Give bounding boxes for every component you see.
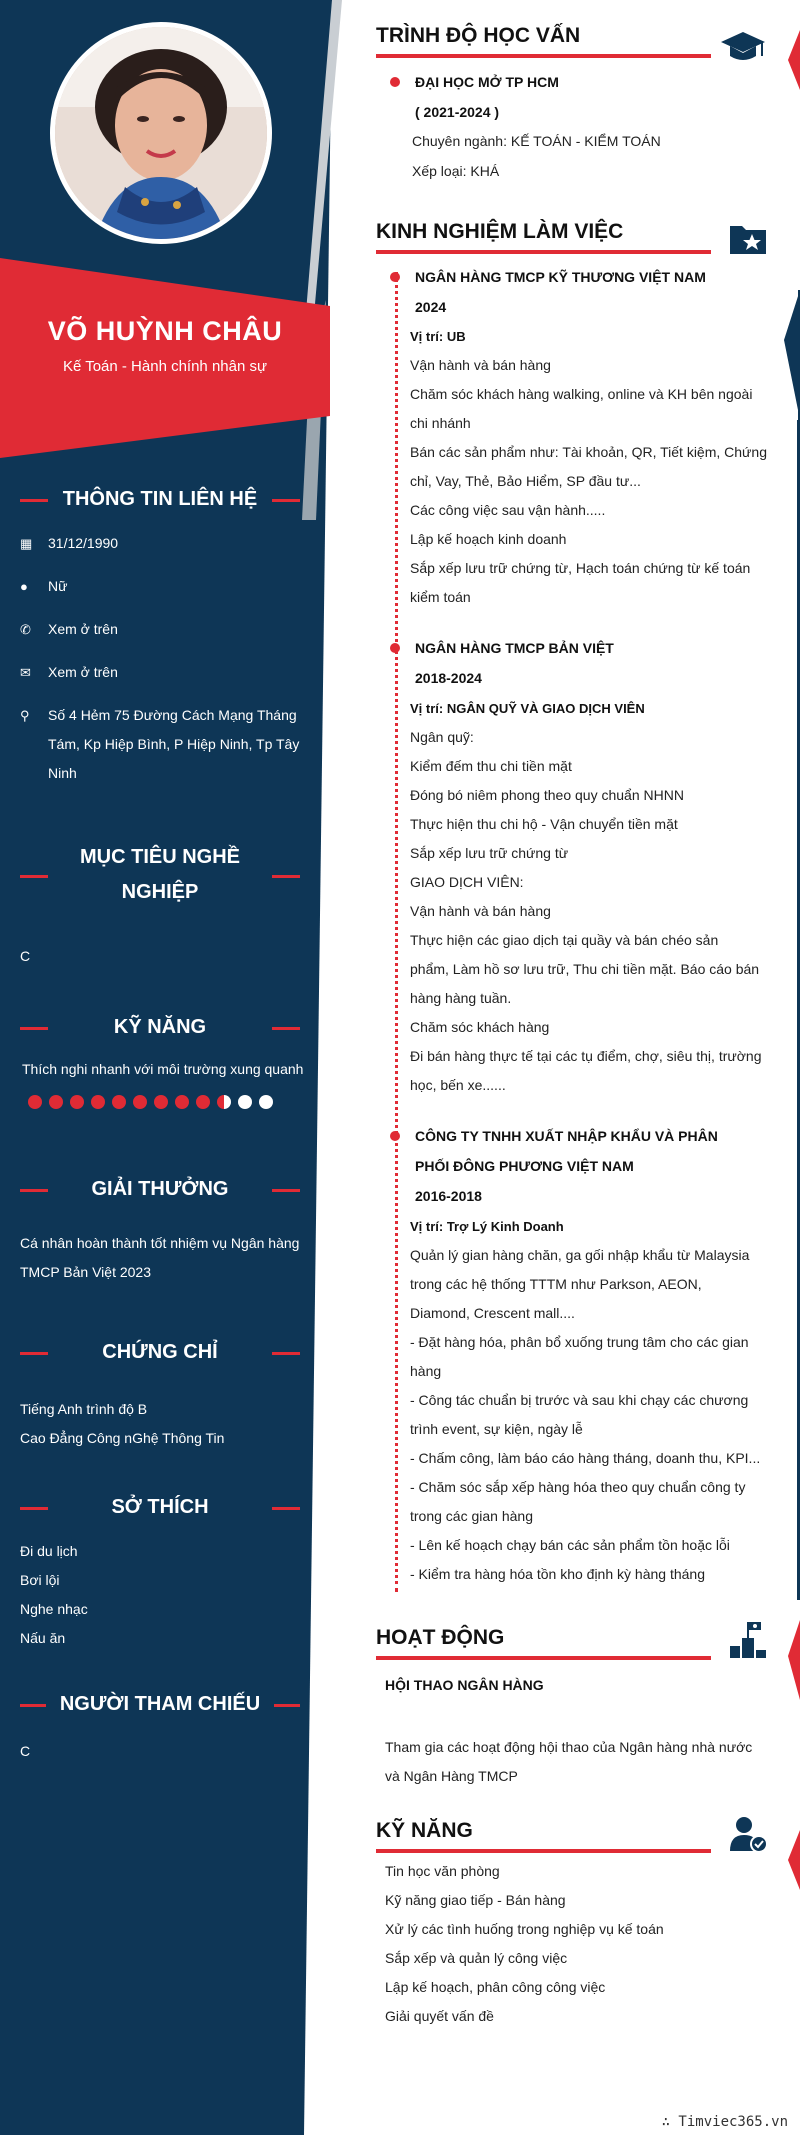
job-line: Các công việc sau vận hành..... [410,502,606,518]
certificates-section [0,1335,320,1453]
awards-heading: GIẢI THƯỞNG [0,1172,320,1207]
hobby-item: Bơi lội [20,1572,60,1588]
right-accent [784,1830,800,1890]
email-icon: ✉ [20,665,31,680]
watermark-text: Timviec365.vn [678,2114,788,2130]
job-line: Thực hiện các giao dịch tại quầy và bán chéo sản [410,932,719,948]
job-role: Vị trí: NGÂN QUỸ VÀ GIAO DỊCH VIÊN [410,701,645,716]
job-line: - Đặt hàng hóa, phân bổ xuống trung tâm cho các gian [410,1334,749,1350]
job-line: - Công tác chuẩn bị trước và sau khi chạy các chương [410,1392,749,1408]
calendar-icon: ▦ [20,536,33,551]
rating-dot-filled [112,1095,126,1109]
rating-dot-filled [49,1095,63,1109]
hobbies-heading: SỞ THÍCH [0,1490,320,1525]
job-line: Đi bán hàng thực tế tại các tụ điểm, chợ, siêu thị, trường [410,1048,762,1064]
right-accent [784,290,800,420]
location-pin-icon: ⚲ [20,708,30,723]
school-name: ĐẠI HỌC MỞ TP HCM [415,74,559,90]
rating-dot-half [217,1095,231,1109]
address-row [20,701,310,788]
phone-row [20,615,310,644]
job-line: GIAO DỊCH VIÊN: [410,874,524,890]
education-major: Chuyên ngành: KẾ TOÁN - KIỂM TOÁN [412,133,661,149]
job-line: phẩm, Làm hồ sơ lưu trữ, Thu chi tiền mặt. Báo cáo bán [410,961,760,977]
job-line: trong các hệ thống TTTM như Parkson, AEON, [410,1276,702,1292]
hobbies-section [0,1490,320,1653]
objective-heading: MỤC TIÊU NGHỀ NGHIỆP [0,840,320,910]
right-accent [784,1620,800,1700]
activity-line: Tham gia các hoạt động hội thao của Ngân hàng nhà nước [385,1739,753,1755]
job-line: hàng hàng tuần. [410,990,512,1006]
rating-dot-empty [259,1095,273,1109]
certificate-item: Tiếng Anh trình độ B [20,1401,148,1417]
job-bullet [390,1131,400,1141]
job-line: - Chấm công, làm báo cáo hàng tháng, doanh thu, KPI... [410,1450,761,1466]
avatar [50,22,272,244]
job-line: học, bến xe...... [410,1077,506,1093]
rating-dot-filled [133,1095,147,1109]
contact-section [0,482,320,517]
birthday-row [20,529,310,558]
rating-dot-filled [70,1095,84,1109]
job-role: Vị trí: UB [410,329,466,344]
skill-item: Giải quyết vấn đề [385,2008,494,2024]
skill-item: Tin học văn phòng [385,1863,500,1879]
references-text: C [20,1743,31,1759]
right-accent [784,420,800,1600]
job-period: 2018-2024 [415,670,482,686]
job-company: PHỐI ĐÔNG PHƯƠNG VIỆT NAM [415,1158,634,1174]
job-line: Sắp xếp lưu trữ chứng từ [410,845,569,861]
email-value: Xem ở trên [48,664,118,680]
awards-section [0,1172,320,1287]
address-value: Số 4 Hẻm 75 Đường Cách Mạng Tháng Tám, Kp Hiệp Bình, P Hiệp Ninh, Tp Tây Ninh [48,707,300,781]
job-line: trong các gian hàng [410,1508,533,1524]
skill-item: Lập kế hoạch, phân công công việc [385,1979,606,1995]
experience-timeline [395,272,398,1592]
rating-dot-filled [91,1095,105,1109]
hobby-item: Nấu ăn [20,1630,66,1646]
graduation-cap-icon [720,30,762,68]
job-role: Vị trí: Trợ Lý Kinh Doanh [410,1219,564,1234]
job-line: Vận hành và bán hàng [410,903,551,919]
job-line: Vận hành và bán hàng [410,357,551,373]
job-line: Diamond, Crescent mall.... [410,1305,575,1321]
user-check-icon [728,1815,770,1853]
phone-icon: ✆ [20,622,31,637]
job-company: NGÂN HÀNG TMCP KỸ THƯƠNG VIỆT NAM [415,269,706,285]
job-line: Quản lý gian hàng chăn, ga gối nhập khẩu từ Malaysia [410,1247,750,1263]
job-line: Sắp xếp lưu trữ chứng từ, Hạch toán chứng từ kế toán [410,560,751,576]
rating-dot-filled [154,1095,168,1109]
job-line: - Lên kế hoạch chạy bán các sản phẩm tồn hoặc lỗi [410,1537,730,1553]
objective-section [0,840,320,971]
job-line: kiểm toán [410,589,471,605]
awards-text: Cá nhân hoàn thành tốt nhiệm vụ Ngân hàng TMCP Bản Việt 2023 [20,1235,300,1280]
job-line: chỉ, Vay, Thẻ, Bảo Hiểm, SP đầu tư... [410,473,641,489]
job-line: Đóng bó niêm phong theo quy chuẩn NHNN [410,787,684,803]
job-bullet [390,643,400,653]
person-icon: ● [20,579,28,594]
references-heading: NGƯỜI THAM CHIẾU [0,1687,320,1722]
job-line: Chăm sóc khách hàng [410,1019,550,1035]
education-grade: Xếp loại: KHÁ [412,163,500,179]
sidebar [0,0,356,2135]
certificate-item: Cao Đẳng Công nGhệ Thông Tin [20,1430,225,1446]
activity-name: HỘI THAO NGÂN HÀNG [385,1677,544,1693]
job-line: trình event, sự kiện, ngày lễ [410,1421,583,1437]
watermark [662,2114,788,2130]
activities-heading: HOẠT ĐỘNG [376,1626,711,1650]
skills-left-heading: KỸ NĂNG [0,1010,320,1045]
job-line: Bán các sản phẩm như: Tài khoản, QR, Tiết kiệm, Chứng [410,444,767,460]
rating-dot-filled [28,1095,42,1109]
right-accent [784,30,800,90]
rating-dot-empty [238,1095,252,1109]
rating-dot-filled [175,1095,189,1109]
rating-dot-filled [196,1095,210,1109]
job-line: - Chăm sóc sắp xếp hàng hóa theo quy chuẩn công ty [410,1479,746,1495]
experience-heading: KINH NGHIỆM LÀM VIỆC [376,220,711,244]
candidate-name: VÕ HUỲNH CHÂU [47,316,283,346]
gender-row [20,572,310,601]
email-row [20,658,310,687]
skill-item: Thích nghi nhanh với môi trường xung quanh [22,1061,304,1077]
job-period: 2016-2018 [415,1188,482,1204]
skill-item: Sắp xếp và quản lý công việc [385,1950,568,1966]
watermark-icon: ∴ [661,2114,679,2130]
hobby-item: Đi du lịch [20,1543,78,1559]
skills-right-heading: KỸ NĂNG [376,1819,711,1843]
folder-star-icon [728,220,770,258]
job-company: CÔNG TY TNHH XUẤT NHẬP KHẨU VÀ PHÂN [415,1128,718,1144]
job-line: chi nhánh [410,415,471,431]
education-years: ( 2021-2024 ) [415,104,500,120]
name-banner [0,258,330,458]
birthday-value: 31/12/1990 [48,535,119,551]
job-company: NGÂN HÀNG TMCP BẢN VIỆT [415,640,614,656]
certificates-heading: CHỨNG CHỈ [0,1335,320,1370]
job-bullet [390,272,400,282]
job-line: Chăm sóc khách hàng walking, online và KH bên ngoài [410,386,753,402]
job-line: Kiểm đếm thu chi tiền mặt [410,758,572,774]
podium-flag-icon [728,1620,770,1658]
skill-item: Kỹ năng giao tiếp - Bán hàng [385,1892,566,1908]
phone-value: Xem ở trên [48,621,118,637]
job-line: Lập kế hoạch kinh doanh [410,531,567,547]
job-line: Ngân quỹ: [410,729,474,745]
references-section [0,1687,320,1766]
objective-text: C [20,948,31,964]
job-line: - Kiểm tra hàng hóa tồn kho định kỳ hàng tháng [410,1566,705,1582]
skill-rating [28,1095,273,1109]
job-line: Thực hiện thu chi hộ - Vận chuyển tiền mặt [410,816,678,832]
job-period: 2024 [415,299,447,315]
activity-line: và Ngân Hàng TMCP [385,1768,518,1784]
gender-value: Nữ [48,578,68,594]
education-bullet [390,77,400,87]
education-heading: TRÌNH ĐỘ HỌC VẤN [376,24,711,48]
hobby-item: Nghe nhạc [20,1601,88,1617]
candidate-title: Kế Toán - Hành chính nhân sự [62,358,268,375]
skill-item: Xử lý các tình huống trong nghiệp vụ kế toán [385,1921,664,1937]
contact-heading: THÔNG TIN LIÊN HỆ [0,482,320,517]
skills-left-section [0,1010,320,1084]
job-line: hàng [410,1363,442,1379]
